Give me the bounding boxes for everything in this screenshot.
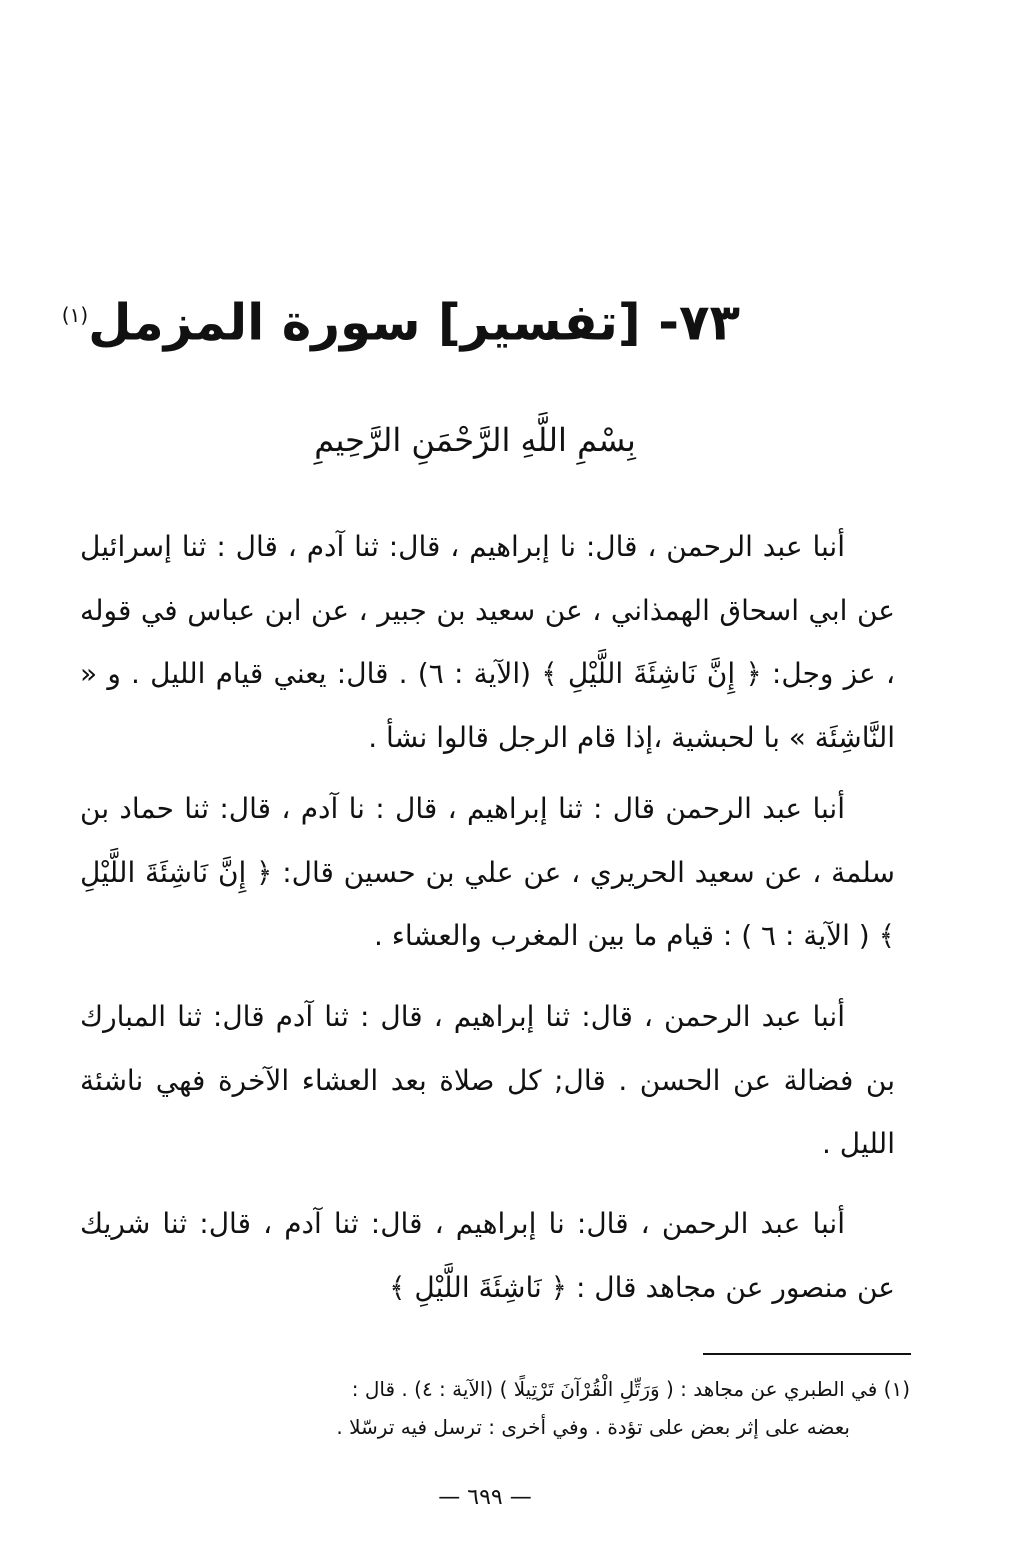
footnote-marker: (١): [61, 303, 89, 327]
paragraph-1: أنبا عبد الرحمن ، قال: نا إبراهيم ، قال: ثنا آدم ، قال : ثنا إسرائيل عن ابي اسحاق الهمذاني ، عن سعيد بن جبير ، عن ابن عباس في قوله ، عز وجل: ﴿ إِنَّ نَاشِئَةَ اللَّيْلِ ﴾ (الآية : ٦) . قال: يعني قيام الليل . و « النَّاشِئَة » با لحبشية ،إذا قام الرجل قالوا نشأ .: [80, 530, 895, 754]
paragraph-2: أنبا عبد الرحمن قال : ثنا إبراهيم ، قال : نا آدم ، قال: ثنا حماد بن سلمة ، عن سعيد الحريري ، عن علي بن حسين قال: ﴿ إِنَّ نَاشِئَةَ اللَّيْلِ ﴾ ( الآية : ٦ ) : قيام ما بين المغرب والعشاء .: [80, 792, 895, 952]
basmala-calligraphy: بِسْمِ اللَّهِ الرَّحْمَنِ الرَّحِيمِ: [314, 421, 636, 459]
footnote: [80, 1370, 910, 1446]
footnote-separator: [703, 1353, 911, 1355]
paragraph-3: أنبا عبد الرحمن ، قال: ثنا إبراهيم ، قال : ثنا آدم قال: ثنا المبارك بن فضالة عن الحسن . قال; كل صلاة بعد العشاء الآخرة فهي ناشئة الليل .: [80, 1000, 895, 1160]
surah-heading: [61, 270, 740, 368]
surah-title: ٧٣- [تفسير] سورة المزمل: [88, 293, 740, 352]
footnote-line-1: (١) في الطبري عن مجاهد : ( وَرَتِّلِ الْقُرْآنَ تَرْتِيلًا ) (الآية : ٤) . قال :: [351, 1377, 910, 1401]
footnote-line-2: بعضه على إثر بعض على تؤدة . وفي أخرى : ترسل فيه ترسّلا .: [336, 1415, 850, 1439]
page-number: — ٦٩٩ —: [438, 1485, 532, 1510]
paragraph-4: أنبا عبد الرحمن ، قال: نا إبراهيم ، قال: ثنا آدم ، قال: ثنا شريك عن منصور عن مجاهد قال : ﴿ نَاشِئَةَ اللَّيْلِ ﴾: [80, 1207, 895, 1304]
